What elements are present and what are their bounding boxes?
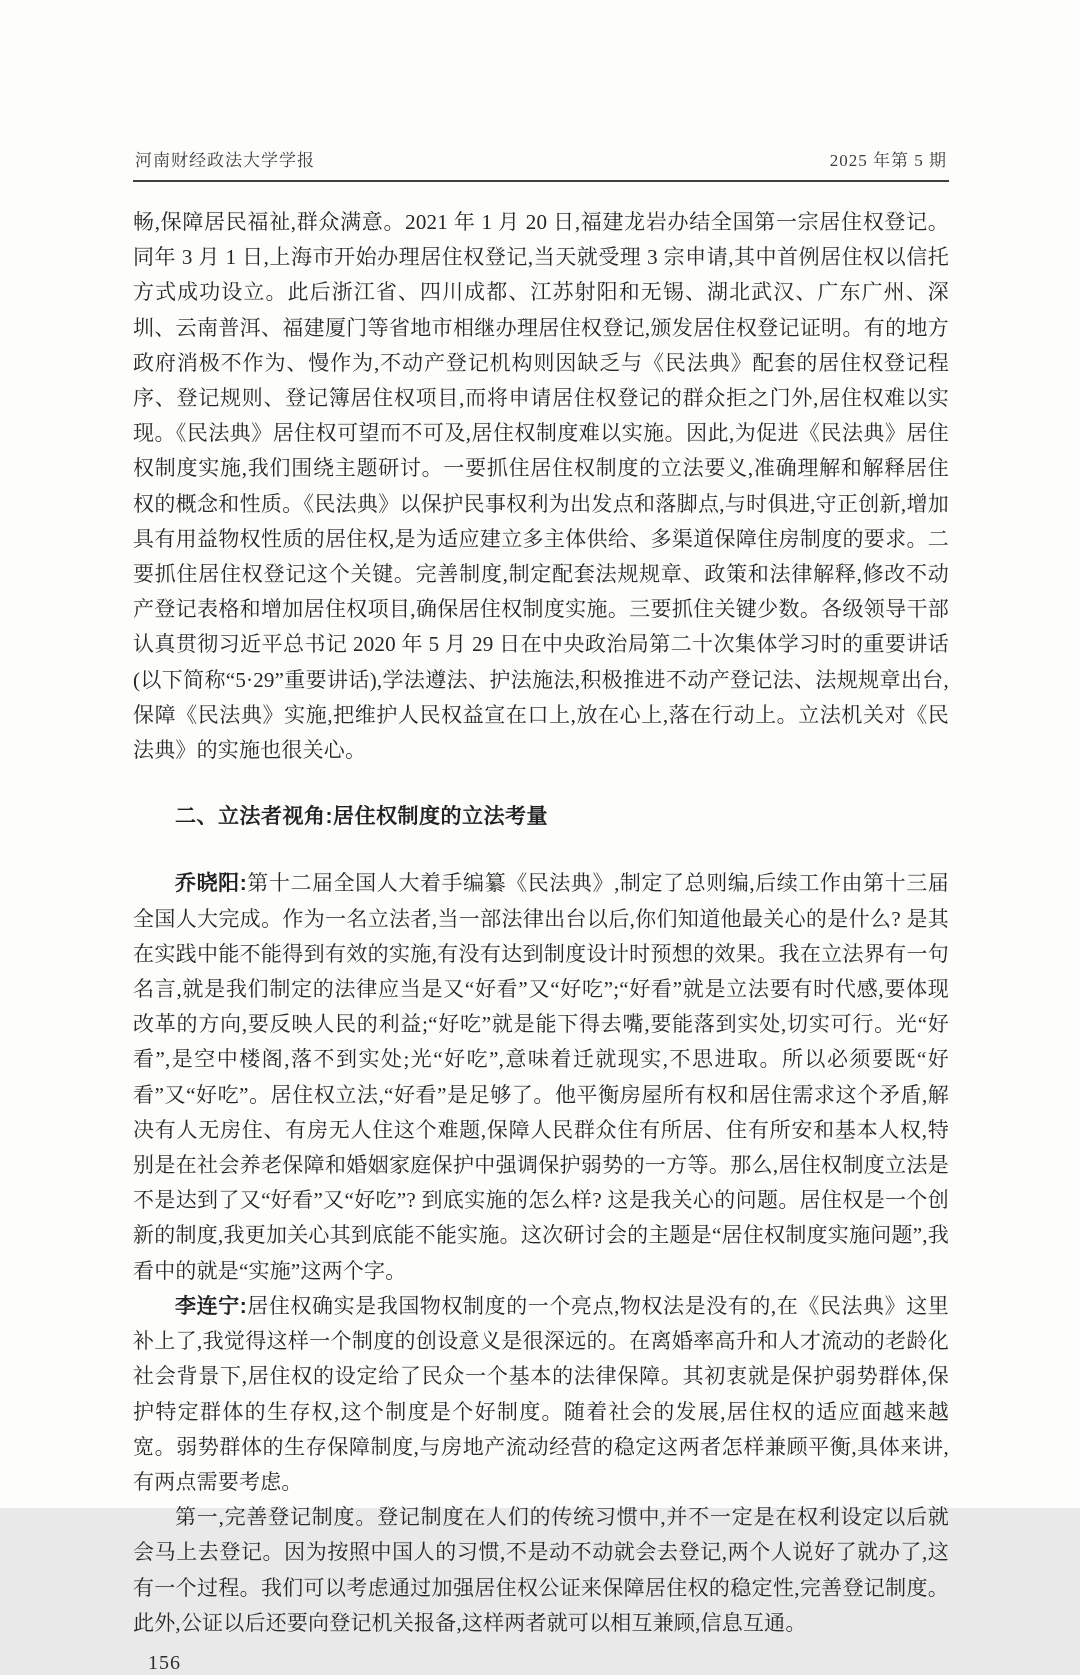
issue-label: 2025 年第 5 期 bbox=[829, 151, 947, 170]
speaker-text-lilianning: 居住权确实是我国物权制度的一个亮点,物权法是没有的,在《民法典》这里补上了,我觉得这样一个制度的创设意义是很深远的。在离婚率高升和人才流动的老龄化社会背景下,居住权的设定给了民众一个基本的法律保障。其初衷就是保护弱势群体,保护特定群体的生存权,这个制度是个好制度。随着社会的发展,居住权的适应面越来越宽。弱势群体的生存保障制度,与房地产流动经营的稳定这两者怎样兼顾平衡,具体来讲,有两点需要考虑。 bbox=[133, 1293, 949, 1494]
header-divider bbox=[133, 180, 949, 182]
running-header bbox=[133, 146, 949, 180]
speaker-name-qiaoxiaoyang: 乔晓阳: bbox=[175, 872, 247, 896]
paragraph-speaker-qiaoxiaoyang bbox=[133, 866, 949, 1288]
paragraph-first-point: 第一,完善登记制度。登记制度在人们的传统习惯中,并不一定是在权利设定以后就会马上去登记。因为按照中国人的习惯,不是动不动就会去登记,两个人说好了就办了,这有一个过程。我们可以考虑通过加强居住权公证来保障居住权的稳定性,完善登记制度。此外,公证以后还要向登记机关报备,这样两者就可以相互兼顾,信息互通。 bbox=[133, 1505, 949, 1635]
speaker-text-qiaoxiaoyang: 第十二届全国人大着手编纂《民法典》,制定了总则编,后续工作由第十三届全国人大完成。作为一名立法者,当一部法律出台以后,你们知道他最关心的是什么? 是其在实践中能不能得到有效的实施,有没有达到制度设计时预想的效果。我在立法界有一句名言,就是我们制定的法律应当是又“好看”又“好吃”;“好看”就是立法要有时代感,要体现改革的方向,要反映人民的利益;“好吃”就是能下得去嘴,要能落到实处,切实可行。光“好看”,是空中楼阁,落不到实处;光“好吃”,意味着迁就现实,不思进取。所以必须要既“好看”又“好吃”。居住权立法,“好看”是足够了。他平衡房屋所有权和居住需求这个矛盾,解决有人无房住、有房无人住这个难题,保障人民群众住有所居、住有所安和基本人权,特别是在社会养老保障和婚姻家庭保护中强调保护弱势的一方等。那么,居住权制度立法是不是达到了又“好看”又“好吃”? 到底实施的怎么样? 这是我关心的问题。居住权是一个创新的制度,我更加关心其到底能不能实施。这次研讨会的主题是“居住权制度实施问题”,我看中的就是“实施”这两个字。 bbox=[133, 871, 949, 1283]
speaker-name-lilianning: 李连宁: bbox=[175, 1294, 247, 1318]
article-body bbox=[133, 205, 949, 1641]
section-heading: 二、立法者视角:居住权制度的立法考量 bbox=[175, 805, 548, 829]
page-number: 156 bbox=[148, 1651, 181, 1674]
paragraph-continuation: 畅,保障居民福祉,群众满意。2021 年 1 月 20 日,福建龙岩办结全国第一宗居住权登记。同年 3 月 1 日,上海市开始办理居住权登记,当天就受理 3 宗申请,其中首例居住权以信托方式成功设立。此后浙江省、四川成都、江苏射阳和无锡、湖北武汉、广东广州、深圳、云南普洱、福建厦门等省地市相继办理居住权登记,颁发居住权登记证明。有的地方政府消极不作为、慢作为,不动产登记机构则因缺乏与《民法典》配套的居住权登记程序、登记规则、登记簿居住权项目,而将申请居住权登记的群众拒之门外,居住权难以实现。《民法典》居住权可望而不可及,居住权制度难以实施。因此,为促进《民法典》居住权制度实施,我们围绕主题研讨。一要抓住居住权制度的立法要义,准确理解和解释居住权的概念和性质。《民法典》以保护民事权利为出发点和落脚点,与时俱进,守正创新,增加具有用益物权性质的居住权,是为适应建立多主体供给、多渠道保障住房制度的要求。二要抓住居住权登记这个关键。完善制度,制定配套法规规章、政策和法律解释,修改不动产登记表格和增加居住权项目,确保居住权制度实施。三要抓住关键少数。各级领导干部认真贯彻习近平总书记 2020 年 5 月 29 日在中央政治局第二十次集体学习时的重要讲话(以下简称“5·29”重要讲话),学法遵法、护法施法,积极推进不动产登记法、法规规章出台,保障《民法典》实施,把维护人民权益宣在口上,放在心上,落在行动上。立法机关对《民法典》的实施也很关心。 bbox=[133, 210, 949, 763]
journal-title: 河南财经政法大学学报 bbox=[135, 151, 315, 170]
paragraph-speaker-lilianning bbox=[133, 1289, 949, 1500]
